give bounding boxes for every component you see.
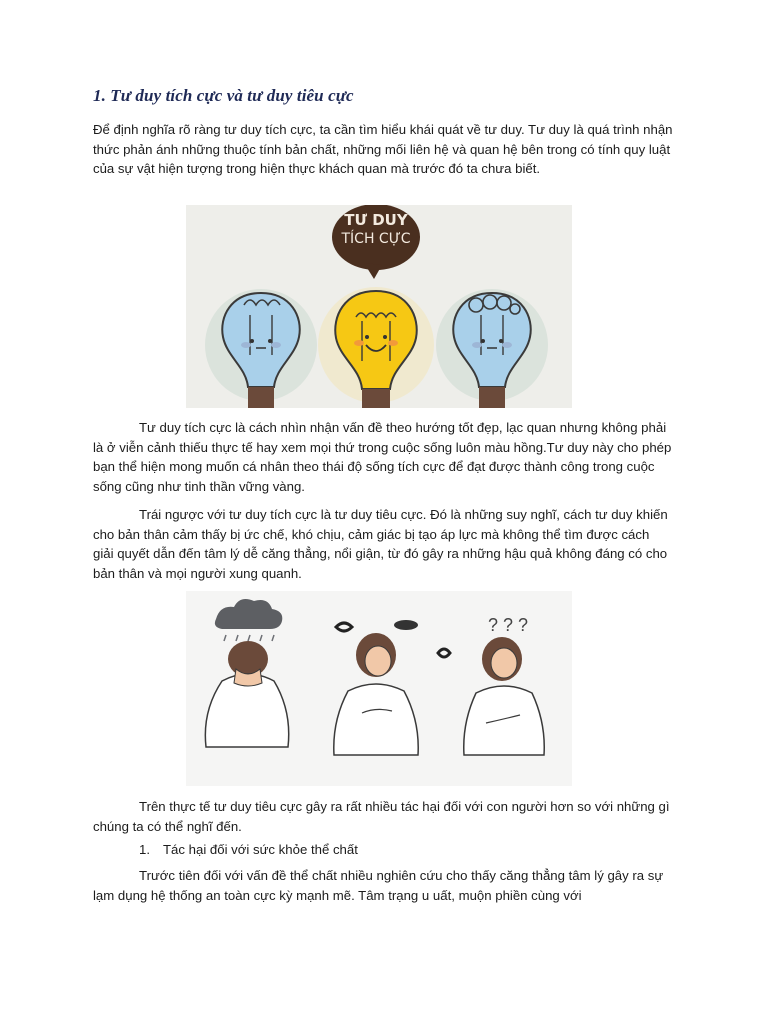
harm-paragraph: Trên thực tế tư duy tiêu cực gây ra rất nhiều tác hại đối với con người hơn so với những gì chúng ta có thể nghĩ đến.: [93, 799, 670, 834]
negative-thinking-illustration: [186, 591, 572, 786]
numbered-list-item: [139, 840, 358, 860]
stressed-women-image: [186, 591, 572, 786]
positive-thinking-paragraph: Tư duy tích cực là cách nhìn nhận vấn đề theo hướng tốt đẹp, lạc quan nhưng không phải là ở viễn cảnh thiếu thực tế hay xem mọi thứ trong cuộc sống luôn màu hồng.Tư duy này cho phép bạn thể hiện mong muốn cá nhân theo thái độ sống tích cực để đạt được thành công trong cuộc sống cũng như tinh thần vững vàng.: [93, 420, 672, 494]
light-bulbs-image: [186, 205, 572, 408]
negative-thinking-paragraph: Trái ngược với tư duy tích cực là tư duy tiêu cực. Đó là những suy nghĩ, cách tư duy khiến cho bản thân cảm thấy bị ức chế, khó chịu, cảm giác bị tạo áp lực mà không thể tìm được cách giải quyết dẫn đến tâm lý dễ căng thẳng, nổi giận, từ đó gây ra những hậu quả không đáng có cho bản thân và mọi người xung quanh.: [93, 507, 668, 581]
physical-health-paragraph: Trước tiên đối với vấn đề thể chất nhiều nghiên cứu cho thấy căng thẳng tâm lý gây ra sự lạm dụng hệ thống an toàn cực kỳ mạnh mẽ. Tâm trạng u uất, muộn phiền cùng với: [93, 868, 664, 903]
section-heading: 1. Tư duy tích cực và tư duy tiêu cực: [93, 86, 354, 105]
intro-paragraph: Để định nghĩa rõ ràng tư duy tích cực, ta cần tìm hiểu khái quát về tư duy. Tư duy là quá trình nhận thức phản ánh những thuộc tính bản chất, những mối liên hệ và quan hệ bên trong có tính quy luật của sự vật hiện tượng trong hiện thực khách quan mà trước đó ta chưa biết.: [93, 122, 673, 177]
bubble-line2: TÍCH CỰC: [341, 231, 411, 247]
question-marks: ? ? ?: [487, 615, 529, 635]
positive-thinking-illustration: [186, 205, 572, 408]
list-text: Tác hại đối với sức khỏe thể chất: [163, 842, 358, 857]
list-number: 1.: [139, 842, 150, 857]
bubble-line1: TƯ DUY: [344, 211, 408, 229]
